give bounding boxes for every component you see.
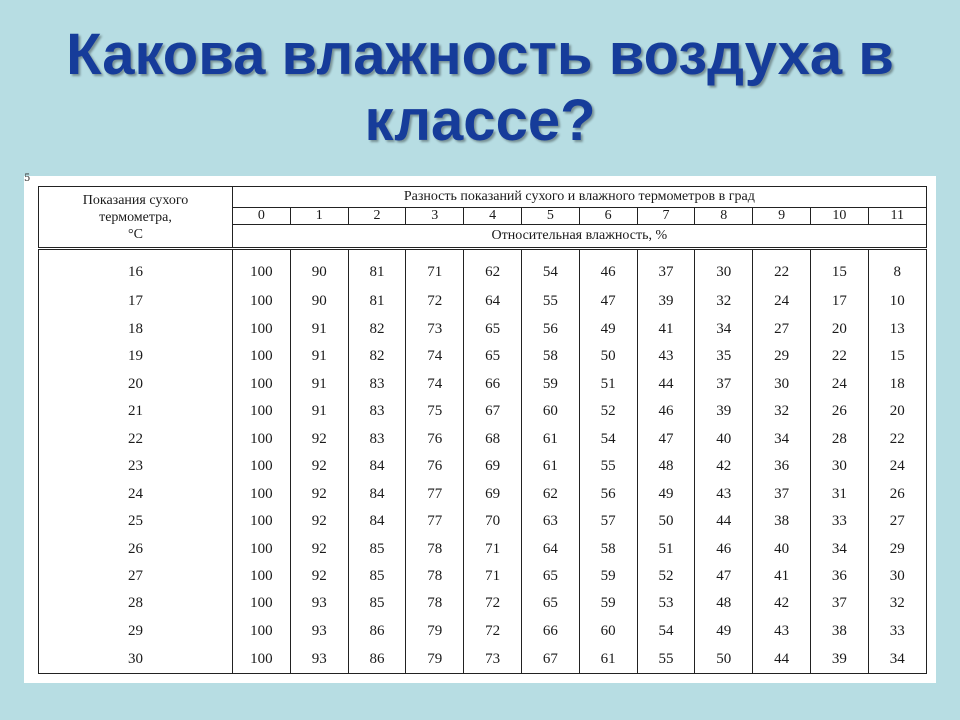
humidity-cell: 36: [810, 563, 868, 590]
humidity-cell: 67: [464, 398, 522, 425]
humidity-cell: 55: [579, 453, 637, 480]
humidity-cell: 8: [868, 249, 926, 289]
humidity-cell: 31: [810, 480, 868, 507]
table-row: [39, 453, 927, 480]
difference-column-5: 5: [521, 208, 579, 225]
humidity-cell: 18: [868, 370, 926, 397]
difference-column-9: 9: [753, 208, 811, 225]
humidity-cell: 86: [348, 618, 406, 645]
table-row: [39, 425, 927, 452]
humidity-cell: 37: [695, 370, 753, 397]
humidity-cell: 76: [406, 453, 464, 480]
humidity-cell: 24: [753, 288, 811, 315]
humidity-cell: 22: [868, 425, 926, 452]
humidity-cell: 65: [464, 343, 522, 370]
humidity-cell: 91: [290, 316, 348, 343]
humidity-cell: 81: [348, 249, 406, 289]
humidity-cell: 30: [695, 249, 753, 289]
humidity-cell: 37: [637, 249, 695, 289]
humidity-cell: 30: [753, 370, 811, 397]
difference-column-2: 2: [348, 208, 406, 225]
humidity-cell: 84: [348, 508, 406, 535]
humidity-cell: 56: [521, 316, 579, 343]
table-row: [39, 563, 927, 590]
humidity-cell: 75: [406, 398, 464, 425]
humidity-cell: 39: [637, 288, 695, 315]
humidity-cell: 15: [868, 343, 926, 370]
humidity-cell: 22: [753, 249, 811, 289]
humidity-cell: 27: [868, 508, 926, 535]
humidity-cell: 49: [637, 480, 695, 507]
humidity-cell: 72: [406, 288, 464, 315]
humidity-cell: 100: [233, 508, 291, 535]
humidity-cell: 62: [521, 480, 579, 507]
humidity-cell: 29: [753, 343, 811, 370]
humidity-cell: 100: [233, 590, 291, 617]
dry-temperature-cell: 25: [39, 508, 233, 535]
humidity-cell: 85: [348, 535, 406, 562]
humidity-cell: 47: [637, 425, 695, 452]
humidity-cell: 47: [695, 563, 753, 590]
humidity-cell: 100: [233, 249, 291, 289]
table-row: [39, 535, 927, 562]
humidity-cell: 81: [348, 288, 406, 315]
humidity-cell: 49: [579, 316, 637, 343]
table-row: [39, 249, 927, 289]
humidity-cell: 69: [464, 453, 522, 480]
humidity-cell: 54: [521, 249, 579, 289]
difference-column-1: 1: [290, 208, 348, 225]
humidity-cell: 100: [233, 316, 291, 343]
humidity-cell: 41: [753, 563, 811, 590]
difference-header: Разность показаний сухого и влажного термометров в град: [233, 187, 927, 208]
humidity-cell: 72: [464, 618, 522, 645]
difference-column-11: 11: [868, 208, 926, 225]
humidity-cell: 50: [637, 508, 695, 535]
humidity-cell: 83: [348, 425, 406, 452]
humidity-cell: 26: [810, 398, 868, 425]
dry-temperature-cell: 30: [39, 645, 233, 673]
humidity-cell: 34: [810, 535, 868, 562]
humidity-cell: 67: [521, 645, 579, 673]
dry-thermometer-header: [39, 187, 233, 249]
humidity-cell: 63: [521, 508, 579, 535]
humidity-cell: 85: [348, 563, 406, 590]
humidity-cell: 100: [233, 480, 291, 507]
humidity-cell: 15: [810, 249, 868, 289]
humidity-cell: 52: [637, 563, 695, 590]
humidity-cell: 83: [348, 398, 406, 425]
humidity-cell: 53: [637, 590, 695, 617]
humidity-cell: 47: [579, 288, 637, 315]
humidity-cell: 39: [695, 398, 753, 425]
humidity-cell: 93: [290, 645, 348, 673]
humidity-cell: 92: [290, 535, 348, 562]
humidity-cell: 100: [233, 453, 291, 480]
humidity-cell: 20: [868, 398, 926, 425]
humidity-cell: 49: [695, 618, 753, 645]
humidity-cell: 26: [868, 480, 926, 507]
humidity-cell: 62: [464, 249, 522, 289]
humidity-cell: 43: [753, 618, 811, 645]
humidity-cell: 78: [406, 535, 464, 562]
humidity-cell: 50: [695, 645, 753, 673]
humidity-cell: 79: [406, 618, 464, 645]
humidity-cell: 55: [521, 288, 579, 315]
humidity-cell: 60: [579, 618, 637, 645]
humidity-cell: 34: [753, 425, 811, 452]
humidity-cell: 46: [579, 249, 637, 289]
humidity-cell: 74: [406, 343, 464, 370]
humidity-cell: 76: [406, 425, 464, 452]
humidity-cell: 30: [810, 453, 868, 480]
humidity-cell: 13: [868, 316, 926, 343]
dry-temperature-cell: 19: [39, 343, 233, 370]
humidity-cell: 54: [579, 425, 637, 452]
difference-column-7: 7: [637, 208, 695, 225]
humidity-cell: 92: [290, 425, 348, 452]
difference-column-3: 3: [406, 208, 464, 225]
table-row: [39, 288, 927, 315]
humidity-cell: 48: [637, 453, 695, 480]
humidity-cell: 72: [464, 590, 522, 617]
humidity-cell: 100: [233, 563, 291, 590]
humidity-cell: 91: [290, 343, 348, 370]
dry-temperature-cell: 16: [39, 249, 233, 289]
humidity-cell: 24: [810, 370, 868, 397]
table-row: [39, 343, 927, 370]
humidity-cell: 70: [464, 508, 522, 535]
humidity-cell: 92: [290, 453, 348, 480]
humidity-cell: 100: [233, 370, 291, 397]
humidity-cell: 27: [753, 316, 811, 343]
difference-column-10: 10: [810, 208, 868, 225]
humidity-cell: 78: [406, 590, 464, 617]
humidity-cell: 100: [233, 645, 291, 673]
humidity-cell: 84: [348, 480, 406, 507]
dry-header-line-1: Показания сухого: [82, 192, 189, 208]
humidity-cell: 50: [579, 343, 637, 370]
humidity-cell: 92: [290, 508, 348, 535]
humidity-cell: 40: [695, 425, 753, 452]
humidity-cell: 42: [753, 590, 811, 617]
humidity-cell: 92: [290, 563, 348, 590]
humidity-cell: 77: [406, 480, 464, 507]
slide-title: [0, 22, 960, 154]
dry-temperature-cell: 23: [39, 453, 233, 480]
dry-temperature-cell: 18: [39, 316, 233, 343]
humidity-cell: 82: [348, 343, 406, 370]
humidity-cell: 48: [695, 590, 753, 617]
humidity-cell: 61: [521, 453, 579, 480]
table-row: [39, 480, 927, 507]
humidity-cell: 79: [406, 645, 464, 673]
humidity-cell: 36: [753, 453, 811, 480]
dry-temperature-cell: 26: [39, 535, 233, 562]
table-row: [39, 618, 927, 645]
humidity-cell: 33: [810, 508, 868, 535]
humidity-cell: 34: [695, 316, 753, 343]
table-row: [39, 398, 927, 425]
humidity-cell: 57: [579, 508, 637, 535]
humidity-cell: 71: [464, 563, 522, 590]
humidity-cell: 100: [233, 425, 291, 452]
humidity-cell: 58: [521, 343, 579, 370]
humidity-cell: 46: [695, 535, 753, 562]
humidity-cell: 69: [464, 480, 522, 507]
humidity-cell: 55: [637, 645, 695, 673]
humidity-cell: 54: [637, 618, 695, 645]
humidity-cell: 90: [290, 249, 348, 289]
dry-temperature-cell: 20: [39, 370, 233, 397]
humidity-cell: 73: [406, 316, 464, 343]
humidity-cell: 83: [348, 370, 406, 397]
humidity-cell: 40: [753, 535, 811, 562]
humidity-cell: 42: [695, 453, 753, 480]
dry-temperature-cell: 17: [39, 288, 233, 315]
humidity-cell: 91: [290, 370, 348, 397]
dry-temperature-cell: 22: [39, 425, 233, 452]
humidity-cell: 65: [521, 590, 579, 617]
humidity-cell: 60: [521, 398, 579, 425]
table-row: [39, 316, 927, 343]
humidity-cell: 17: [810, 288, 868, 315]
humidity-cell: 65: [464, 316, 522, 343]
scanned-table-image: [24, 173, 936, 683]
humidity-cell: 51: [579, 370, 637, 397]
humidity-cell: 10: [868, 288, 926, 315]
dry-header-line-2: термометра,: [99, 209, 172, 225]
humidity-cell: 91: [290, 398, 348, 425]
humidity-cell: 37: [810, 590, 868, 617]
table-row: [39, 645, 927, 673]
table-header: [39, 187, 927, 249]
humidity-cell: 65: [521, 563, 579, 590]
humidity-cell: 32: [753, 398, 811, 425]
humidity-cell: 73: [464, 645, 522, 673]
humidity-cell: 61: [521, 425, 579, 452]
dry-temperature-cell: 21: [39, 398, 233, 425]
humidity-cell: 68: [464, 425, 522, 452]
humidity-cell: 51: [637, 535, 695, 562]
humidity-cell: 38: [810, 618, 868, 645]
humidity-cell: 20: [810, 316, 868, 343]
humidity-cell: 66: [464, 370, 522, 397]
humidity-cell: 77: [406, 508, 464, 535]
table-row: [39, 590, 927, 617]
difference-column-8: 8: [695, 208, 753, 225]
humidity-cell: 100: [233, 535, 291, 562]
humidity-cell: 64: [464, 288, 522, 315]
dry-temperature-cell: 28: [39, 590, 233, 617]
humidity-cell: 30: [868, 563, 926, 590]
humidity-cell: 71: [464, 535, 522, 562]
psychrometric-table: [38, 186, 927, 674]
humidity-cell: 100: [233, 343, 291, 370]
humidity-cell: 100: [233, 618, 291, 645]
humidity-cell: 85: [348, 590, 406, 617]
table-row: [39, 508, 927, 535]
humidity-cell: 44: [637, 370, 695, 397]
humidity-cell: 24: [868, 453, 926, 480]
humidity-cell: 82: [348, 316, 406, 343]
relative-humidity-header: Относительная влажность, %: [233, 225, 927, 249]
table-body: [39, 249, 927, 674]
dry-temperature-cell: 27: [39, 563, 233, 590]
humidity-cell: 64: [521, 535, 579, 562]
humidity-cell: 52: [579, 398, 637, 425]
humidity-cell: 58: [579, 535, 637, 562]
title-line-2: классе?: [364, 88, 596, 153]
humidity-cell: 32: [695, 288, 753, 315]
humidity-cell: 43: [695, 480, 753, 507]
dry-temperature-cell: 29: [39, 618, 233, 645]
humidity-cell: 93: [290, 590, 348, 617]
title-line-1: Какова влажность воздуха в: [66, 22, 894, 87]
humidity-cell: 66: [521, 618, 579, 645]
humidity-cell: 46: [637, 398, 695, 425]
humidity-cell: 78: [406, 563, 464, 590]
humidity-cell: 71: [406, 249, 464, 289]
humidity-cell: 74: [406, 370, 464, 397]
humidity-cell: 59: [579, 590, 637, 617]
dry-header-line-3: °С: [128, 226, 143, 242]
humidity-cell: 90: [290, 288, 348, 315]
humidity-cell: 84: [348, 453, 406, 480]
humidity-cell: 41: [637, 316, 695, 343]
difference-column-4: 4: [464, 208, 522, 225]
humidity-cell: 92: [290, 480, 348, 507]
humidity-cell: 29: [868, 535, 926, 562]
humidity-cell: 37: [753, 480, 811, 507]
humidity-cell: 22: [810, 343, 868, 370]
humidity-cell: 44: [753, 645, 811, 673]
scan-page-mark: 5: [24, 173, 31, 184]
humidity-cell: 28: [810, 425, 868, 452]
humidity-cell: 38: [753, 508, 811, 535]
humidity-cell: 93: [290, 618, 348, 645]
humidity-cell: 100: [233, 398, 291, 425]
humidity-cell: 32: [868, 590, 926, 617]
difference-column-0: 0: [233, 208, 291, 225]
humidity-cell: 33: [868, 618, 926, 645]
humidity-cell: 34: [868, 645, 926, 673]
humidity-cell: 56: [579, 480, 637, 507]
humidity-cell: 39: [810, 645, 868, 673]
humidity-cell: 100: [233, 288, 291, 315]
table-row: [39, 370, 927, 397]
humidity-cell: 61: [579, 645, 637, 673]
humidity-cell: 59: [579, 563, 637, 590]
humidity-cell: 44: [695, 508, 753, 535]
humidity-cell: 35: [695, 343, 753, 370]
dry-temperature-cell: 24: [39, 480, 233, 507]
humidity-cell: 59: [521, 370, 579, 397]
humidity-cell: 43: [637, 343, 695, 370]
difference-column-6: 6: [579, 208, 637, 225]
humidity-cell: 86: [348, 645, 406, 673]
